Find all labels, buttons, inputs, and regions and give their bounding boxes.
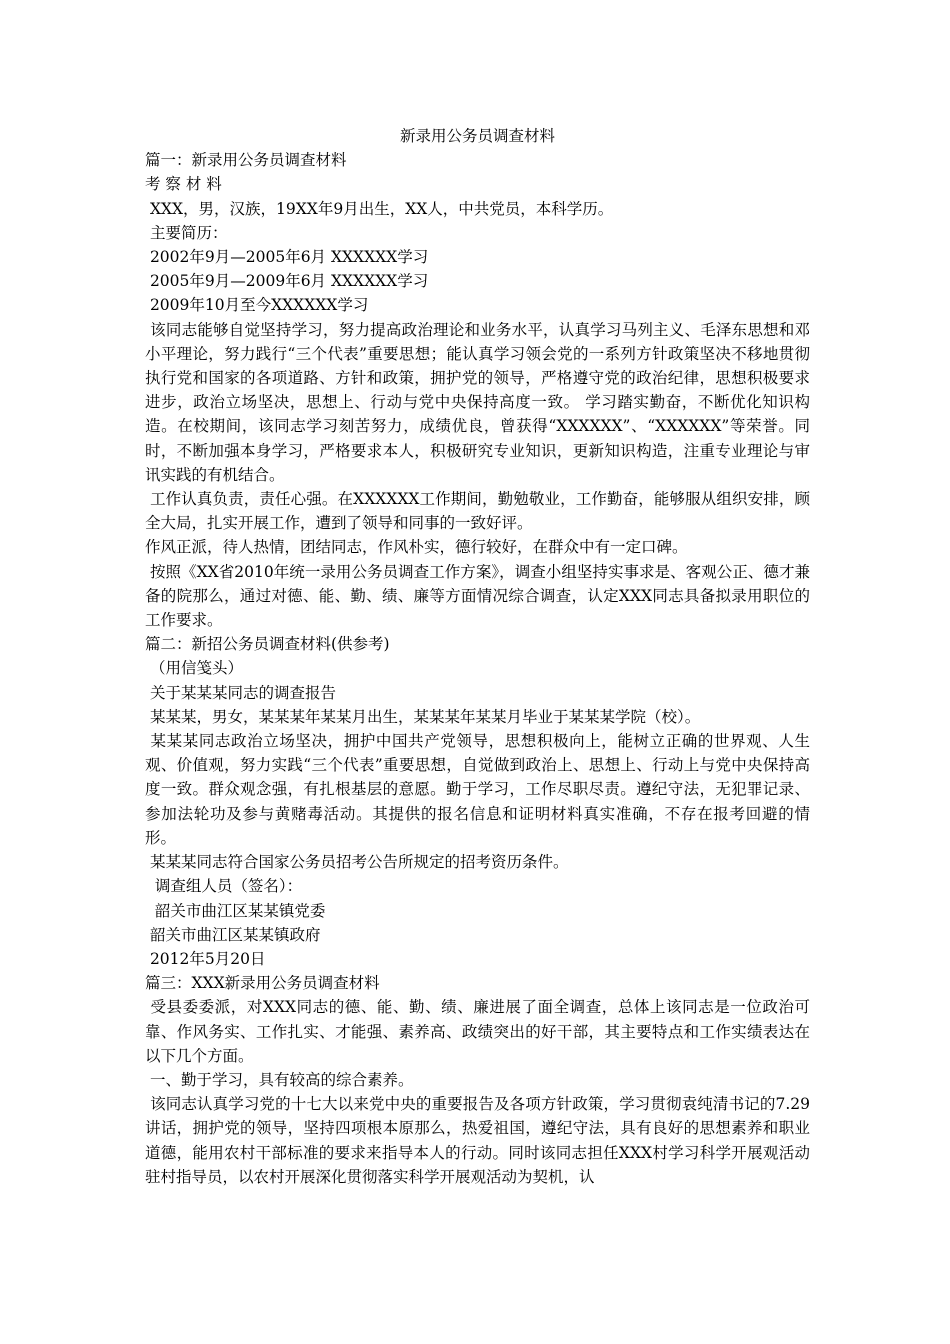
paragraph: 韶关市曲江区某某镇政府 <box>145 925 321 944</box>
paragraph: 受县委委派，对XXX同志的德、能、勤、绩、廉进展了面全调查，总体上该同志是一位政治可靠、作风务实、工作扎实、才能强、素养高、政绩突出的好干部，其主要特点和工作实绩表达在以下几个方面。 <box>145 998 810 1065</box>
paragraph: （用信笺头） <box>145 659 243 678</box>
paragraph: 主要简历： <box>145 223 228 242</box>
paragraph: 考 察 材 料 <box>145 175 222 194</box>
paragraph: XXX，男，汉族，19XX年9月出生，XX人，中共党员，本科学历。 <box>145 199 614 218</box>
paragraph: 按照《XX省2010年统一录用公务员调查工作方案》，调查小组坚持实事求是、客观公正、德才兼备的院那么，通过对德、能、勤、绩、廉等方面情况综合调查，认定XXX同志具备拟录用职位的工作要求。 <box>145 562 810 630</box>
paragraph: 调查组人员（签名）： <box>145 877 303 896</box>
paragraph-list <box>145 148 810 1189</box>
paragraph: 2009年10月至今XXXXXX学习 <box>145 296 369 315</box>
paragraph: 篇三：XXX新录用公务员调查材料 <box>145 974 380 993</box>
paragraph: 2002年9月—2005年6月 XXXXXX学习 <box>145 248 429 267</box>
paragraph: 工作认真负责，责任心强。在XXXXXX工作期间，勤勉敬业，工作勤奋，能够服从组织安排，顾全大局，扎实开展工作，遭到了领导和同事的一致好评。 <box>145 490 810 533</box>
document-title: 新录用公务员调查材料 <box>399 127 555 145</box>
paragraph: 某某某同志政治立场坚决，拥护中国共产党领导，思想积极向上，能树立正确的世界观、人生观、价值观，努力实践“三个代表”重要思想，自觉做到政治上、思想上、行动上与党中央保持高度一致。群众观念强，有扎根基层的意愿。勤于学习，工作尽职尽责。遵纪守法，无犯罪记录、参加法轮功及参与黄赌毒活动。其提供的报名信息和证明材料真实准确，不存在报考回避的情形。 <box>145 732 810 847</box>
document-body <box>145 124 810 1189</box>
paragraph: 某某某，男女，某某某年某某月出生，某某某年某某月毕业于某某某学院（校）。 <box>145 707 701 726</box>
paragraph: 2012年5月20日 <box>145 949 266 968</box>
paragraph: 该同志能够自觉坚持学习，努力提高政治理论和业务水平，认真学习马列主义、毛泽东思想和邓小平理论，努力践行“三个代表”重要思想；能认真学习领会党的一系列方针政策坚决不移地贯彻执行党和国家的各项道路、方针和政策，拥护党的领导，严格遵守党的政治纪律，思想积极要求进步，政治立场坚决，思想上、行动与党中央保持高度一致。 学习踏实勤奋，不断优化知识构造。在校期间，该同志学习刻苦努力，成绩优良，曾获得“XXXXXX”、“XXXXXX”等荣誉。同时，不断加强本身学习，严格要求本人，积极研究专业知识，更新知识构造，注重专业理论与审讯实践的有机结合。 <box>145 320 810 484</box>
paragraph: 作风正派，待人热情，团结同志，作风朴实，德行较好，在群众中有一定口碑。 <box>145 538 688 557</box>
paragraph: 韶关市曲江区某某镇党委 <box>145 901 326 920</box>
paragraph: 篇一：新录用公务员调查材料 <box>145 151 347 170</box>
paragraph: 篇二：新招公务员调查材料(供参考) <box>145 635 390 654</box>
paragraph: 一、勤于学习，具有较高的综合素养。 <box>145 1070 414 1089</box>
paragraph: 某某某同志符合国家公务员招考公告所规定的招考资历条件。 <box>145 853 569 872</box>
paragraph: 该同志认真学习党的十七大以来党中央的重要报告及各项方针政策，学习贯彻袁纯清书记的7.29讲话，拥护党的领导，坚持四项根本原那么，热爱祖国，遵纪守法，具有良好的思想素养和职业道德，能用农村干部标准的要求来指导本人的行动。同时该同志担任XXX村学习科学开展观活动驻村指导员，以农村开展深化贯彻落实科学开展观活动为契机，认 <box>145 1095 810 1186</box>
paragraph: 关于某某某同志的调查报告 <box>145 683 336 702</box>
paragraph: 2005年9月—2009年6月 XXXXXX学习 <box>145 272 429 291</box>
